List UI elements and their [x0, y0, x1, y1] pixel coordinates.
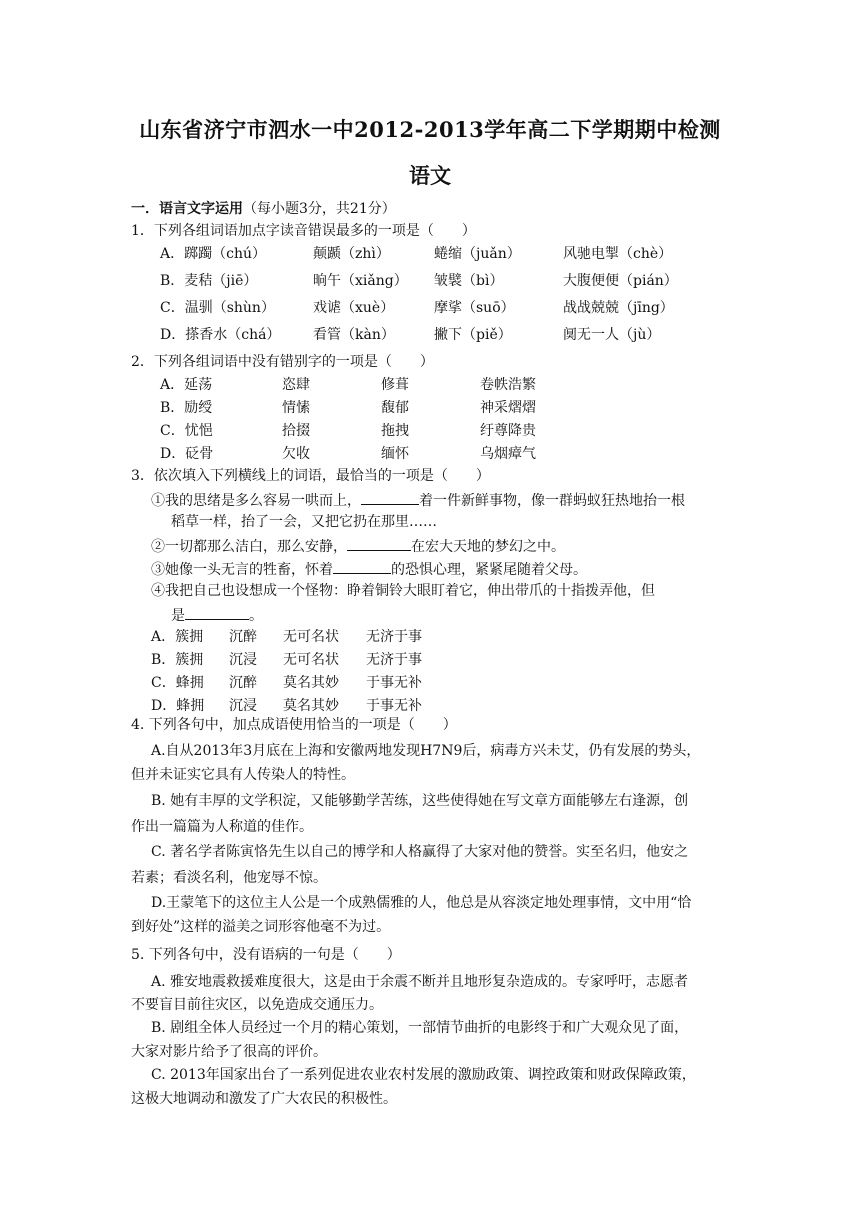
option-cell: 无济于事: [366, 629, 422, 645]
question-5-option-b: B. 剧组全体人员经过一个月的精心策划，一部情节曲折的电影终于和广大观众见了面，: [151, 1020, 689, 1036]
option-cell: 神采熠熠: [480, 400, 536, 416]
question-4-option-a: A.自从2013年3月底在上海和安徽两地发现H7N9后，病毒方兴未艾，仍有发展的势头，: [151, 743, 701, 759]
option-cell: 战战兢兢（jīng）: [563, 300, 674, 316]
option-cell: 修葺: [381, 377, 409, 393]
section-heading-label: 一．语言文字运用: [131, 201, 243, 217]
option-cell: D．搽香水（chá）: [160, 327, 281, 343]
fill-blank: [333, 559, 391, 574]
sentence-text: 。: [249, 608, 263, 624]
question-3-sentence-1: [151, 490, 685, 510]
question-5-option-c: C. 2013年国家出台了一系列促进农业农村发展的激励政策、调控政策和财政保障政策，: [151, 1067, 696, 1083]
sentence-text: ③她像一头无言的牲畜，怀着: [151, 562, 333, 578]
option-cell: A．簇拥: [151, 629, 204, 645]
question-4-stem: 4. 下列各句中，加点成语使用恰当的一项是（ ）: [131, 717, 457, 733]
option-cell: 莫名其妙: [283, 698, 339, 714]
question-3-sentence-2: [151, 536, 565, 556]
option-cell: A．踯躅（chú）: [160, 246, 266, 262]
sentence-text: ②一切都那么洁白，那么安静，: [151, 539, 347, 555]
fill-blank: [347, 536, 411, 551]
section-heading: [131, 200, 396, 218]
question-5-option-a: A. 雅安地震救援难度很大，这是由于余震不断并且地形复杂造成的。专家呼吁，志愿者: [151, 974, 689, 990]
question-4-option-d: D.王蒙笔下的这位主人公是一个成熟儒雅的人，他总是从容淡定地处理事情，文中用“恰: [151, 895, 692, 911]
section-heading-note: （每小题3分，共21分）: [243, 201, 396, 217]
question-5-stem: 5. 下列各句中，没有语病的一句是（ ）: [131, 947, 401, 963]
option-cell: 皱襞（bì）: [434, 273, 504, 289]
option-cell: 缅怀: [381, 446, 409, 462]
question-4-option-b-cont: 作出一篇篇为人称道的佳作。: [131, 819, 313, 835]
sentence-text: ①我的思绪是多么容易一哄而上，: [151, 493, 361, 509]
option-cell: 风驰电掣（chè）: [563, 246, 673, 262]
question-4-option-b: B. 她有丰厚的文学积淀，又能够勤学苦练，这些使得她在写文章方面能够左右逢源，创: [151, 793, 689, 809]
option-cell: 沉醉: [229, 675, 257, 691]
option-cell: 看管（kàn）: [313, 327, 395, 343]
option-cell: 阒无一人（jù）: [563, 327, 661, 343]
option-cell: 于事无补: [366, 698, 422, 714]
option-cell: 恣肆: [282, 377, 310, 393]
option-cell: 无可名状: [283, 652, 339, 668]
option-cell: 戏谑（xuè）: [313, 300, 395, 316]
option-cell: B．麦秸（jiē）: [160, 273, 258, 289]
question-3-sentence-3: [151, 559, 587, 579]
sentence-text: 在宏大天地的梦幻之中。: [411, 539, 565, 555]
option-cell: 欠收: [282, 446, 310, 462]
option-cell: 莫名其妙: [283, 675, 339, 691]
option-cell: 无济于事: [366, 652, 422, 668]
option-cell: C．蜂拥: [151, 675, 204, 691]
option-cell: 撇下（piě）: [434, 327, 512, 343]
subject-title: 语文: [409, 163, 451, 188]
question-5-option-c-cont: 这极大地调动和激发了广大农民的积极性。: [131, 1091, 397, 1107]
question-4-option-a-cont: 但并未证实它具有人传染人的特性。: [131, 767, 355, 783]
fill-blank: [185, 605, 249, 620]
fill-blank: [361, 490, 419, 505]
option-cell: 沉浸: [229, 652, 257, 668]
question-1-stem: 1．下列各组词语加点字读音错误最多的一项是（ ）: [131, 223, 476, 239]
question-3-sentence-4: ④我把自己也设想成一个怪物：睁着铜铃大眼盯着它，伸出带爪的十指拨弄他，但: [151, 583, 655, 599]
question-2-stem: 2．下列各组词语中没有错别字的一项是（ ）: [131, 354, 434, 370]
question-3-stem: 3．依次填入下列横线上的词语，最恰当的一项是（ ）: [131, 468, 490, 484]
option-cell: 大腹便便（pián）: [563, 273, 678, 289]
option-cell: 摩挲（suō）: [434, 300, 515, 316]
sentence-text: 着一件新鲜事物，像一群蚂蚁狂热地抬一根: [419, 493, 685, 509]
option-cell: 拖拽: [381, 423, 409, 439]
option-cell: 蜷缩（juǎn）: [434, 246, 521, 262]
option-cell: D．砭骨: [160, 446, 214, 462]
option-cell: C．温驯（shùn）: [160, 300, 275, 316]
option-cell: B．励绶: [160, 400, 213, 416]
option-cell: 无可名状: [283, 629, 339, 645]
option-cell: 于事无补: [366, 675, 422, 691]
option-cell: 颠踬（zhì）: [313, 246, 390, 262]
question-4-option-c-cont: 若素；看淡名利，他宠辱不惊。: [131, 870, 327, 886]
question-3-sentence-1-cont: 稻草一样，抬了一会，又把它扔在那里……: [171, 514, 437, 530]
option-cell: 沉浸: [229, 698, 257, 714]
option-cell: 情愫: [282, 400, 310, 416]
sentence-text: 是: [171, 608, 185, 624]
question-3-sentence-4-cont: [171, 605, 263, 625]
question-5-option-b-cont: 大家对影片给予了很高的评价。: [131, 1044, 327, 1060]
question-4-option-c: C. 著名学者陈寅恪先生以自己的博学和人格赢得了大家对他的赞誉。实至名归，他安之: [151, 844, 689, 860]
question-5-option-a-cont: 不要盲目前往灾区，以免造成交通压力。: [131, 997, 383, 1013]
option-cell: 纡尊降贵: [480, 423, 536, 439]
option-cell: 拾掇: [282, 423, 310, 439]
option-cell: B．簇拥: [151, 652, 204, 668]
option-cell: 乌烟瘴气: [480, 446, 536, 462]
option-cell: 卷帙浩繁: [480, 377, 536, 393]
sentence-text: 的恐惧心理，紧紧尾随着父母。: [391, 562, 587, 578]
option-cell: C．忧悒: [160, 423, 213, 439]
question-4-option-d-cont: 到好处”这样的溢美之词形容他毫不为过。: [131, 919, 391, 935]
option-cell: 晌午（xiǎng）: [313, 273, 408, 289]
page-title: 山东省济宁市泗水一中2012-2013学年高二下学期期中检测: [139, 117, 721, 142]
option-cell: 馥郁: [381, 400, 409, 416]
option-cell: A．延荡: [160, 377, 213, 393]
option-cell: D．蜂拥: [151, 698, 205, 714]
option-cell: 沉醉: [229, 629, 257, 645]
